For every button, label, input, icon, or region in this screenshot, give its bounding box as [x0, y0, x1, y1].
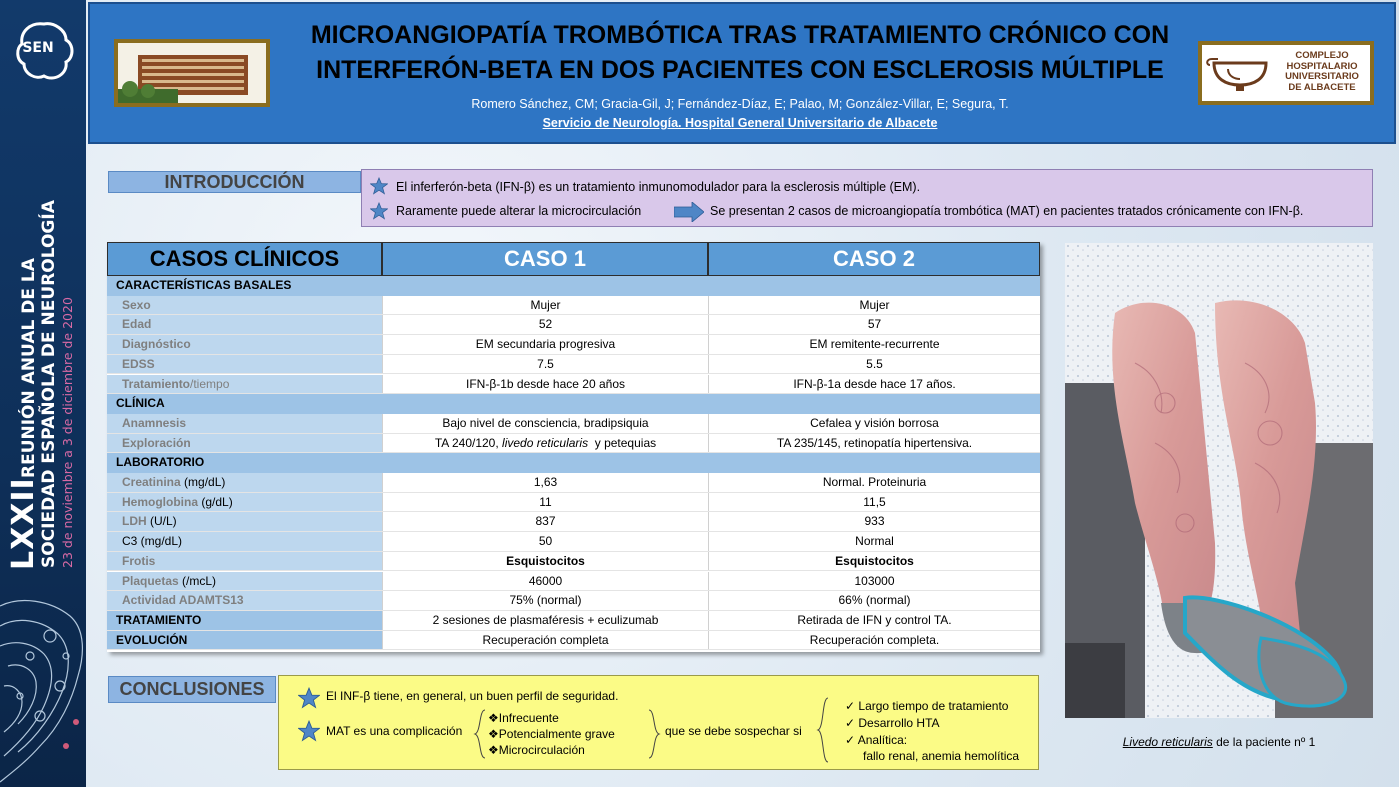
case1-cell: 75% (normal): [382, 591, 708, 610]
table-row: [107, 512, 1040, 532]
star-icon: [298, 720, 320, 742]
table-header-row: [107, 242, 1040, 276]
case2-cell: 5.5: [708, 355, 1040, 374]
title-line2: INTERFERÓN-BETA EN DOS PACIENTES CON ESCLEROSIS MÚLTIPLE: [316, 56, 1164, 84]
introduction-heading: INTRODUCCIÓN: [108, 171, 361, 193]
brain-illustration-icon: [0, 596, 86, 787]
case1-cell: IFN-β-1b desde hace 20 años: [382, 375, 708, 394]
case1-cell: 7.5: [382, 355, 708, 374]
case2-cell: IFN-β-1a desde hace 17 años.: [708, 375, 1040, 394]
row-label: Sexo: [107, 296, 382, 315]
caption-text: [1123, 735, 1213, 749]
conclusion-suspect: que se debe sospechar si: [665, 724, 802, 738]
left-brace-icon: [473, 708, 487, 760]
case1-cell: 1,63: [382, 473, 708, 492]
table-row: [107, 315, 1040, 335]
edition-title: [6, 477, 41, 570]
section-clinica: CLÍNICA: [107, 394, 1040, 414]
arrow-right-icon: [674, 202, 704, 222]
photo-caption: [1065, 735, 1373, 749]
feature-text: Infrecuente: [498, 711, 559, 725]
row-label: [107, 532, 382, 551]
table-row: [107, 375, 1040, 395]
cell-text: y petequias: [588, 435, 657, 450]
case1-cell: Mujer: [382, 296, 708, 315]
row-label-main: Tratamiento: [122, 376, 191, 391]
case2-cell: TA 235/145, retinopatía hipertensiva.: [708, 434, 1040, 453]
row-label: [107, 572, 382, 591]
congress-sidebar: [0, 0, 86, 787]
table-row: [107, 355, 1040, 375]
conclusion-line1: El INF-β tiene, en general, un buen perfil de seguridad.: [326, 689, 619, 703]
logo-line: HOSPITALARIO: [1286, 60, 1358, 72]
row-label: [107, 512, 382, 531]
intro-line3: Se presentan 2 casos de microangiopatía trombótica (MAT) en pacientes tratados crónicamente con IFN-β.: [710, 204, 1304, 218]
sen-logo-icon: [10, 18, 78, 88]
row-label: Anamnesis: [107, 414, 382, 433]
section-laboratorio: LABORATORIO: [107, 453, 1040, 473]
case2-cell: EM remitente-recurrente: [708, 335, 1040, 354]
case1-cell: 11: [382, 493, 708, 512]
row-label: [107, 493, 382, 512]
logo-line: UNIVERSITARIO: [1285, 71, 1359, 82]
case2-cell: 103000: [708, 572, 1040, 591]
row-label-sub: /tiempo: [190, 376, 230, 391]
star-icon: [298, 687, 320, 709]
right-brace-icon: [647, 708, 661, 760]
header-cell: CASO 2: [708, 242, 1040, 276]
row-label: Frotis: [107, 552, 382, 571]
congress-line1: REUNIÓN ANUAL DE LA: [19, 258, 39, 478]
row-label: EDSS: [107, 355, 382, 374]
case1-cell: Esquistocitos: [382, 552, 708, 571]
case2-cell: 66% (normal): [708, 591, 1040, 610]
case1-cell: 837: [382, 512, 708, 531]
hospital-building-icon: [118, 43, 266, 103]
introduction-box: [361, 169, 1373, 227]
case1-cell: Recuperación completa: [382, 631, 708, 650]
row-label: [107, 473, 382, 492]
check-item: ✓ Largo tiempo de tratamiento: [845, 699, 1009, 713]
logo-line: DE ALBACETE: [1288, 81, 1356, 93]
feature-text: Potencialmente grave: [498, 727, 615, 741]
table-row: [107, 493, 1040, 513]
left-brace-icon: [816, 696, 830, 764]
chalice-logo-icon: [1206, 49, 1276, 97]
row-label: EVOLUCIÓN: [107, 631, 382, 650]
row-unit: (U/L): [146, 514, 177, 529]
cell-italic-text: livedo reticularis: [502, 435, 589, 450]
feature-text: Microcirculación: [498, 743, 585, 757]
case2-cell: 57: [708, 315, 1040, 334]
case2-cell: 933: [708, 512, 1040, 531]
check-subtext: fallo renal, anemia hemolítica: [863, 749, 1020, 763]
case2-cell: Cefalea y visión borrosa: [708, 414, 1040, 433]
hospital-logo: [1198, 41, 1374, 105]
poster-header: [88, 2, 1396, 144]
poster-title: [310, 18, 1170, 88]
case1-cell: EM secundaria progresiva: [382, 335, 708, 354]
star-icon: [370, 202, 388, 220]
congress-dates: 23 de noviembre a 3 de diciembre de 2020: [60, 297, 75, 568]
check-text: Desarrollo HTA: [858, 716, 940, 730]
table-row: [107, 532, 1040, 552]
cell-text: TA 240/120,: [434, 435, 503, 450]
case1-cell: 50: [382, 532, 708, 551]
case2-cell: Normal: [708, 532, 1040, 551]
feature-item: ❖Potencialmente grave: [488, 727, 615, 741]
table-row: [107, 414, 1040, 434]
logo-line: COMPLEJO: [1295, 50, 1349, 61]
check-item: ✓ Desarrollo HTA: [845, 716, 940, 730]
check-item: ✓ Analítica:: [845, 733, 908, 747]
case1-cell: Bajo nivel de consciencia, bradipsiquia: [382, 414, 708, 433]
case1-cell: 46000: [382, 572, 708, 591]
conclusions-heading: CONCLUSIONES: [108, 676, 276, 703]
row-label: Edad: [107, 315, 382, 334]
header-cell: CASO 1: [382, 242, 708, 276]
feature-item: ❖Microcirculación: [488, 743, 585, 757]
row-label: Diagnóstico: [107, 335, 382, 354]
edition-number: LXXII: [6, 477, 41, 570]
logo-text: [1274, 51, 1370, 93]
conclusion-mat: MAT es una complicación: [326, 724, 463, 738]
row-label-main: LDH: [122, 514, 147, 529]
table-row: [107, 611, 1040, 631]
case2-cell: Recuperación completa.: [708, 631, 1040, 650]
caption-rest: de la paciente nº 1: [1212, 735, 1316, 749]
caption-italic: Livedo reticularis: [1122, 735, 1213, 749]
row-label-main: Hemoglobina: [122, 494, 199, 509]
table-row: [107, 335, 1040, 355]
row-unit: (mg/dL): [137, 534, 183, 549]
feature-item: ❖Infrecuente: [488, 711, 559, 725]
case2-cell: Normal. Proteinuria: [708, 473, 1040, 492]
header-cell: CASOS CLÍNICOS: [107, 242, 382, 276]
intro-line2: Raramente puede alterar la microcirculación: [396, 204, 642, 218]
row-label-main: Plaquetas: [122, 573, 179, 588]
row-unit: (g/dL): [198, 494, 233, 509]
table-row: [107, 552, 1040, 572]
table-row: [107, 434, 1040, 454]
row-label-main: C3: [122, 534, 138, 549]
case2-cell: 11,5: [708, 493, 1040, 512]
section-basales: CARACTERÍSTICAS BASALES: [107, 276, 1040, 296]
livedo-reticularis-photo: [1065, 243, 1373, 718]
row-unit: (mg/dL): [180, 475, 226, 489]
row-label: TRATAMIENTO: [107, 611, 382, 630]
row-unit: (/mcL): [178, 573, 217, 588]
star-icon: [370, 177, 388, 195]
case1-cell: [382, 434, 708, 453]
intro-line1: El inferferón-beta (IFN-β) es un tratamiento inmunomodulador para la esclerosis múltiple (EM).: [396, 180, 921, 194]
case1-cell: 52: [382, 315, 708, 334]
authors: Romero Sánchez, CM; Gracia-Gil, J; Fernández-Díaz, E; Palao, M; González-Villar, E; Segura, T.: [471, 97, 1009, 111]
row-label: Exploración: [107, 434, 382, 453]
case2-cell: Retirada de IFN y control TA.: [708, 611, 1040, 630]
case2-cell: Mujer: [708, 296, 1040, 315]
congress-line2: SOCIEDAD ESPAÑOLA DE NEUROLOGÍA: [39, 200, 59, 568]
row-label: [107, 375, 382, 394]
table-row: [107, 631, 1040, 651]
department: Servicio de Neurología. Hospital General Universitario de Albacete: [542, 116, 938, 130]
check-text: Analítica:: [857, 733, 908, 747]
table-row: [107, 473, 1040, 493]
conclusions-box: [278, 675, 1039, 770]
sen-logo-text: SEN: [22, 40, 54, 56]
legs-photo-illustration: [1065, 243, 1373, 718]
row-label-main: Creatinina: [122, 475, 181, 489]
check-text: Largo tiempo de tratamiento: [858, 699, 1009, 713]
case1-cell: 2 sesiones de plasmaféresis + eculizumab: [382, 611, 708, 630]
row-label: Actividad ADAMTS13: [107, 591, 382, 610]
clinical-cases-table: [107, 242, 1040, 652]
table-row: [107, 591, 1040, 611]
table-row: [107, 296, 1040, 316]
hospital-photo: [114, 39, 270, 107]
table-row: [107, 572, 1040, 592]
title-line1: MICROANGIOPATÍA TROMBÓTICA TRAS TRATAMIENTO CRÓNICO CON: [310, 21, 1170, 49]
case2-cell: Esquistocitos: [708, 552, 1040, 571]
